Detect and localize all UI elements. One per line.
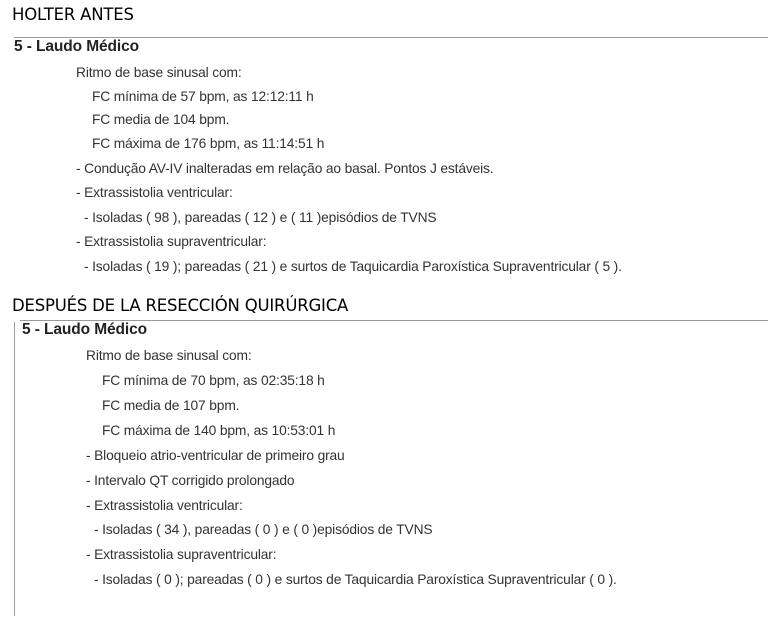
section-caption-after: DESPUÉS DE LA RESECCIÓN QUIRÚRGICA [12,296,349,315]
scanned-report-before [0,0,768,290]
report-line: - Isoladas ( 0 ); pareadas ( 0 ) e surtos de Taquicardia Paroxística Supraventricular ( 0 ). [94,572,617,587]
report-line: FC mínima de 57 bpm, as 12:12:11 h [92,89,314,104]
report-line: - Extrassistolia ventricular: [86,498,243,513]
report-line: FC mínima de 70 bpm, as 02:35:18 h [102,373,325,388]
report-line: Ritmo de base sinusal com: [76,65,242,80]
report-line: - Bloqueio atrio-ventricular de primeiro grau [86,448,345,463]
report-heading: 5 - Laudo Médico [22,321,147,338]
report-left-border [14,322,15,616]
report-line: FC media de 107 bpm. [102,398,240,413]
report-line: - Extrassistolia supraventricular: [76,234,267,249]
report-line: - Isoladas ( 98 ), pareadas ( 12 ) e ( 11 )episódios de TVNS [84,210,437,225]
report-line: - Extrassistolia ventricular: [76,185,233,200]
report-line: - Isoladas ( 19 ); pareadas ( 21 ) e surtos de Taquicardia Paroxística Supraventricular ( 5 ). [84,259,622,274]
report-line: Ritmo de base sinusal com: [86,348,252,363]
report-heading: 5 - Laudo Médico [14,38,139,55]
report-line: - Condução AV-IV inalteradas em relação ao basal. Pontos J estáveis. [76,161,494,176]
report-line: FC máxima de 140 bpm, as 10:53:01 h [102,423,336,438]
report-line: - Extrassistolia supraventricular: [86,547,277,562]
report-line: FC máxima de 176 bpm, as 11:14:51 h [92,136,325,151]
section-caption-before: HOLTER ANTES [12,5,134,24]
report-line: FC media de 104 bpm. [92,112,230,127]
report-line: - Isoladas ( 34 ), pareadas ( 0 ) e ( 0 )episódios de TVNS [94,522,433,537]
scanned-report-after [0,316,768,628]
report-line: - Intervalo QT corrigido prolongado [86,473,295,488]
